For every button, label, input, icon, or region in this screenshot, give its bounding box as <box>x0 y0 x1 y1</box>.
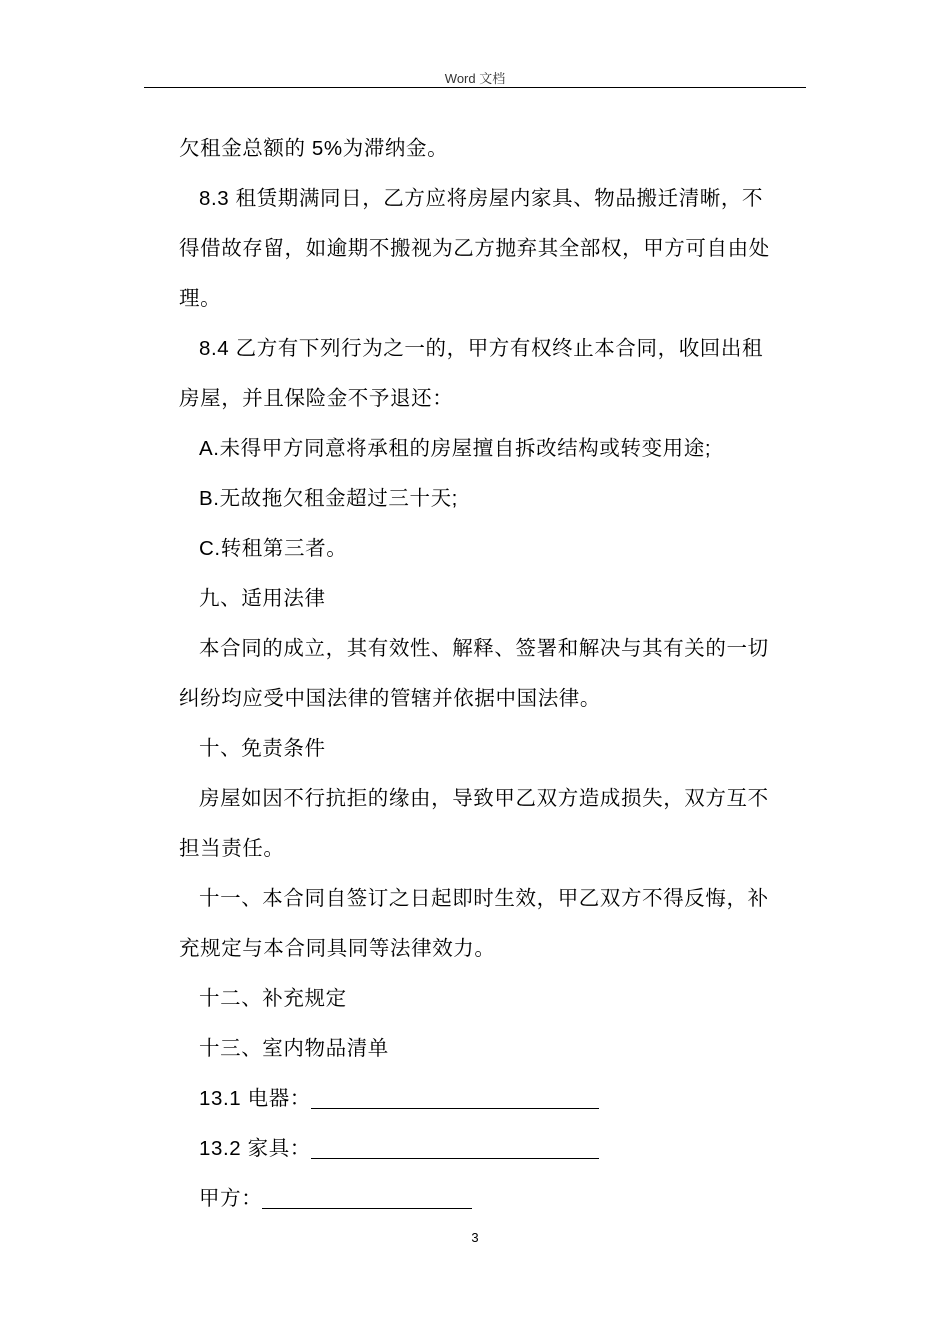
paragraph-line: 本合同的成立，其有效性、解释、签署和解决与其有关的一切 <box>199 637 769 660</box>
paragraph-line: 充规定与本合同具同等法律效力。 <box>179 937 496 960</box>
page-number: 3 <box>471 1230 479 1245</box>
paragraph-line: 理。 <box>179 287 222 310</box>
section-heading: 九、适用法律 <box>199 587 326 610</box>
paragraph-line: 得借故存留，如逾期不搬视为乙方抛弃其全部权，甲方可自由处 <box>179 237 770 260</box>
form-label-electrical: 13.1 电器： <box>199 1087 311 1110</box>
blank-field-party-a <box>262 1186 472 1209</box>
paragraph-line: 8.4 乙方有下列行为之一的，甲方有权终止本合同，收回出租 <box>199 337 764 360</box>
paragraph-line: 担当责任。 <box>179 837 285 860</box>
paragraph-line: 房屋如因不行抗拒的缘由，导致甲乙双方造成损失，双方互不 <box>199 787 769 810</box>
form-line-electrical <box>199 1074 809 1124</box>
paragraph-line: 房屋，并且保险金不予退还： <box>179 387 454 410</box>
page-header-title: Word 文档 <box>444 71 506 86</box>
section-heading: 十二、补充规定 <box>199 987 347 1010</box>
blank-field-furniture <box>311 1136 599 1159</box>
paragraph-line: 纠纷均应受中国法律的管辖并依据中国法律。 <box>179 687 601 710</box>
list-item: B.无故拖欠租金超过三十天; <box>199 487 458 510</box>
section-heading: 十、免责条件 <box>199 737 326 760</box>
paragraph-line: 欠租金总额的 5%为滞纳金。 <box>179 137 449 160</box>
form-label-party-a: 甲方： <box>199 1187 263 1210</box>
list-item: C.转租第三者。 <box>199 537 348 560</box>
form-line-party-a <box>199 1174 809 1224</box>
paragraph-line: 8.3 租赁期满同日，乙方应将房屋内家具、物品搬迁清晰，不 <box>199 187 764 210</box>
list-item: A.未得甲方同意将承租的房屋擅自拆改结构或转变用途; <box>199 437 712 460</box>
section-heading: 十三、室内物品清单 <box>199 1037 389 1060</box>
blank-field-electrical <box>311 1086 599 1109</box>
form-line-furniture <box>199 1124 809 1174</box>
header-rule <box>144 87 806 88</box>
form-label-furniture: 13.2 家具： <box>199 1137 311 1160</box>
paragraph-line: 十一、本合同自签订之日起即时生效，甲乙双方不得反悔，补 <box>199 887 769 910</box>
